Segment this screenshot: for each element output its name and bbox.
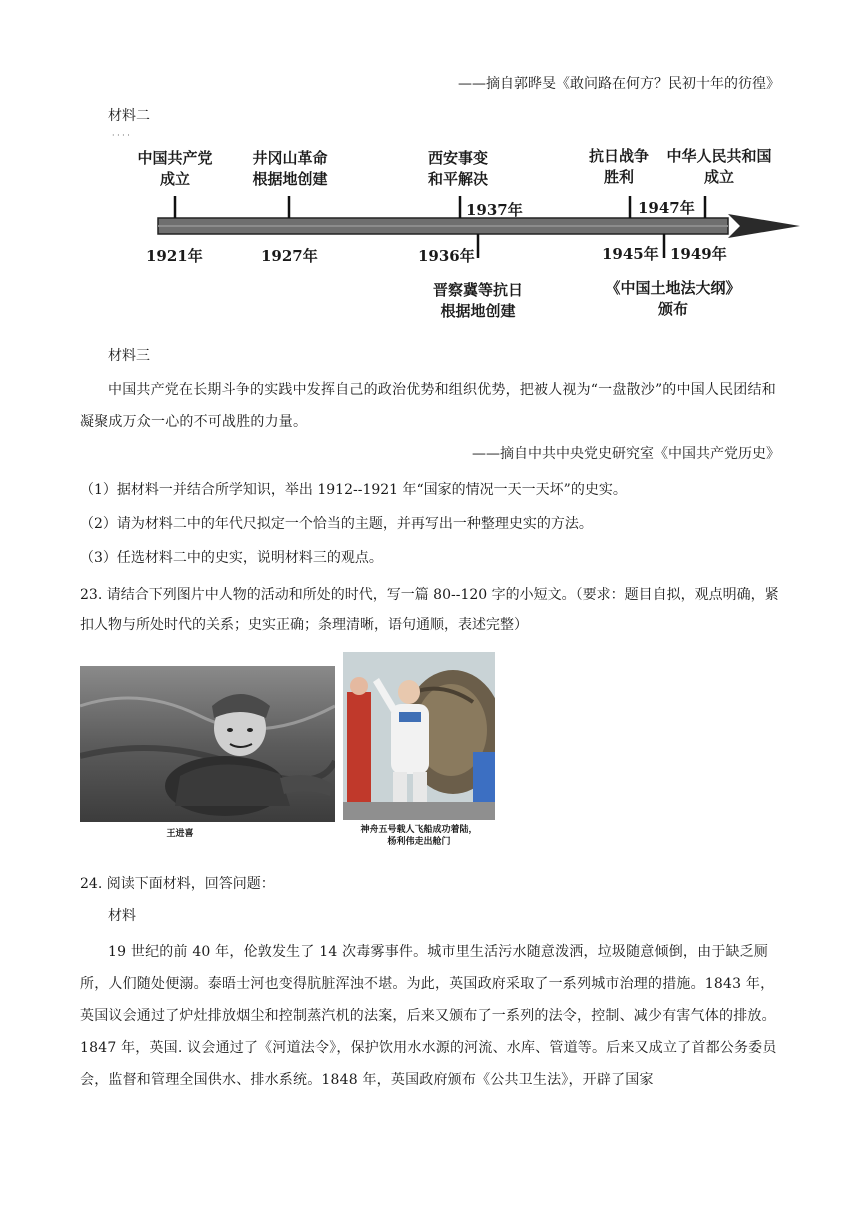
question-1: （1）据材料一并结合所学知识，举出 1912--1921 年“国家的情况一天一天坏”的史实。 [80, 482, 627, 498]
year-1937: 1937年 [466, 201, 523, 219]
photo-yang-liwei [343, 652, 495, 820]
event-label-line1: 中国共产党 [137, 149, 213, 167]
material-text: 19 世纪的前 40 年，伦敦发生了 14 次毒雾事件。城市里生活污水随意泼洒，垃圾随意倾倒，由于缺乏厕所，人们随处便溺。泰晤士河也变得肮脏浑浊不堪。为此，英国政府采取了一系列城市治理的措施。1843 年，英国议会通过了炉灶排放烟尘和控制蒸汽机的法案，后来又颁布了一系列的法令，控制、减少有害气体的排放。1847 年，英国. 议会通过了《河道法令》，保护饮用水水源的河流、水库、管道等。后来又成立了首都公务委员会，监督和管理全国供水、排水系统。1848 年，英国政府颁布《公共卫生法》，开辟了国家 [80, 944, 777, 1088]
event-ccp-founded [137, 148, 212, 190]
event-label-line1: 晋察冀等抗日 [432, 281, 524, 299]
event-jinchaji-base [433, 280, 523, 322]
svg-text:· · · ·: · · · · [112, 131, 130, 140]
event-label-line1: 西安事变 [427, 149, 489, 167]
event-label-line2: 胜利 [603, 168, 635, 186]
year-1947: 1947年 [638, 199, 695, 217]
event-land-law [605, 278, 740, 320]
source-citation-3: ——摘自中共中央党史研究室《中国共产党历史》 [472, 446, 780, 462]
year-1936: 1936年 [418, 247, 475, 265]
event-label-line2: 根据地创建 [252, 170, 328, 188]
event-label-line1: 中华人民共和国 [666, 147, 772, 165]
photo-wang-jinxi-image [80, 666, 335, 822]
material-2-label: 材料二 [108, 108, 150, 124]
year-1927: 1927年 [261, 247, 318, 265]
photo-wang-jinxi [80, 666, 335, 822]
year-1921: 1921年 [146, 247, 203, 265]
photo-2-caption-line1: 神舟五号载人飞船成功着陆， [360, 825, 478, 835]
event-label-line1: 抗日战争 [588, 147, 650, 165]
event-label-line2: 颁布 [657, 300, 689, 318]
event-label-line2: 成立 [703, 168, 735, 186]
event-label-line2: 根据地创建 [440, 302, 516, 320]
event-label-line1: 《中国土地法大纲》 [605, 279, 741, 297]
photo-yang-liwei-image [343, 652, 495, 820]
question-24: 24. 阅读下面材料，回答问题： [80, 876, 275, 892]
question-3: （3）任选材料二中的史实，说明材料三的观点。 [80, 550, 383, 566]
event-label-line2: 成立 [159, 170, 191, 188]
material-3-text: 中国共产党在长期斗争的实践中发挥自己的政治优势和组织优势，把被人视为“一盘散沙”的中国人民团结和凝聚成万众一心的不可战胜的力量。 [80, 382, 776, 430]
source-citation-1: ——摘自郭晔旻《敢问路在何方？民初十年的彷徨》 [458, 76, 780, 92]
year-1945: 1945年 [602, 245, 659, 263]
photo-2-caption [343, 824, 495, 848]
material-label: 材料 [108, 908, 136, 924]
photo-2-caption-line2: 杨利伟走出舱门 [387, 837, 451, 847]
event-prc-founded [666, 146, 771, 188]
event-xian-incident [428, 148, 488, 190]
event-label-line1: 井冈山革命 [252, 149, 328, 167]
year-1949: 1949年 [670, 245, 727, 263]
event-label-line2: 和平解决 [427, 170, 489, 188]
photo-1-caption: 王进喜 [166, 829, 194, 839]
material-3-label: 材料三 [108, 348, 150, 364]
question-2: （2）请为材料二中的年代尺拟定一个恰当的主题，并再写出一种整理史实的方法。 [80, 516, 593, 532]
event-war-victory [589, 146, 649, 188]
event-jinggangshan [252, 148, 327, 190]
question-23: 23. 请结合下列图片中人物的活动和所处的时代，写一篇 80--120 字的小短文。（要求：题目自拟，观点明确，紧扣人物与所处时代的关系；史实正确；条理清晰，语句通顺，表述完整） [80, 587, 779, 633]
timeline-figure [108, 128, 808, 328]
